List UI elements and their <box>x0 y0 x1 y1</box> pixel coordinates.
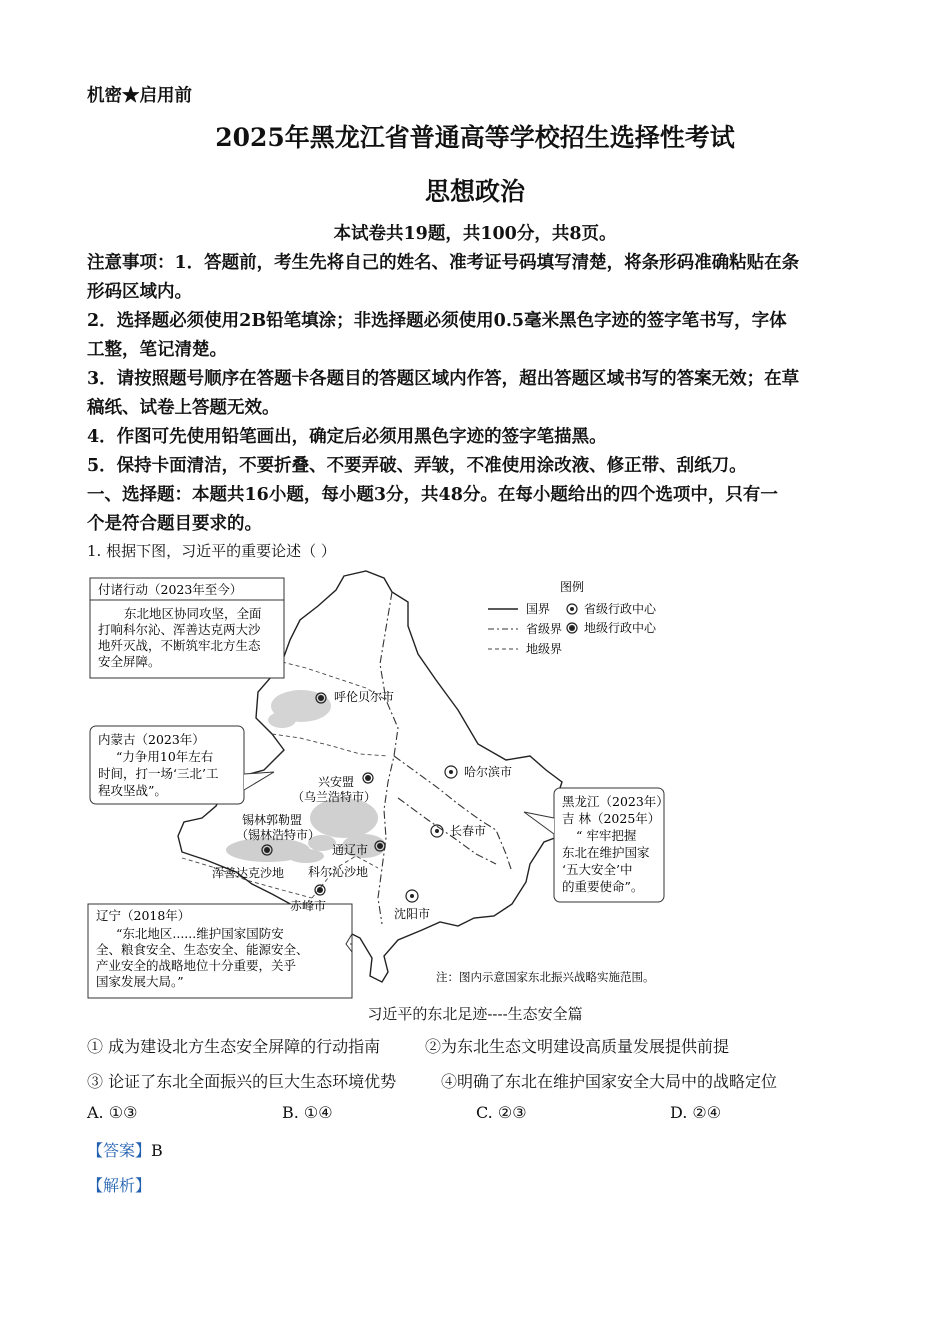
statement-1: ① 成为建设北方生态安全屏障的行动指南 <box>87 1037 381 1056</box>
note-1a: 注意事项：1．答题前，考生先将自己的姓名、准考证号码填写清楚，将条形码准确粘贴在条 <box>87 253 800 273</box>
question-stem: 1. 根据下图，习近平的重要论述（ ） <box>87 542 336 560</box>
answer-value: B <box>151 1141 163 1160</box>
box4-line5: 国家发展大局。” <box>96 974 184 989</box>
map-note: 注：图内示意国家东北振兴战略实施范围。 <box>436 970 655 984</box>
answer-line <box>87 1138 163 1161</box>
exam-title: 2025年黑龙江省普通高等学校招生选择性考试 <box>215 123 735 152</box>
box3-line5: ‘五大安全’中 <box>562 862 633 877</box>
prefecture-boundary-2 <box>272 734 388 756</box>
desert-label-hunshandake: 浑善达克沙地 <box>212 866 285 880</box>
legend-national: 国界 <box>526 602 551 616</box>
option-a: A. ①③ <box>87 1103 138 1122</box>
provincial-boundary <box>378 592 398 924</box>
city-label-xilinguole: 锡林郭勒盟 <box>242 813 303 827</box>
city-label-haerbin: 哈尔滨市 <box>464 765 513 779</box>
note-3a: 3．请按照题号顺序在答题卡各题目的答题区域内作答，超出答题区域书写的答案无效；在草 <box>87 369 800 389</box>
box1-line1: 东北地区协同攻坚，全面 <box>124 606 262 621</box>
note-1b: 形码区域内。 <box>87 282 192 302</box>
box3-line4: 东北在维护国家 <box>562 845 650 860</box>
city-label-hulunbeier: 呼伦贝尔市 <box>334 690 395 704</box>
box4-line3: 全、粮食安全、生态安全、能源安全、 <box>96 942 309 957</box>
legend-prefecture: 地级界 <box>526 642 563 656</box>
legend-provincial-center: 省级行政中心 <box>584 602 657 616</box>
note-3b: 稿纸、试卷上答题无效。 <box>87 398 280 418</box>
box1-line2: 打响科尔沁、浑善达克两大沙 <box>98 622 261 637</box>
city-label-chifeng: 赤峰市 <box>290 899 327 913</box>
legend-title: 图例 <box>560 580 585 594</box>
analysis-label: 【解析】 <box>87 1176 152 1195</box>
note-2b: 工整，笔记清楚。 <box>87 340 227 360</box>
box4-line1: 辽宁（2018年） <box>96 908 191 923</box>
note-2a: 2．选择题必须使用2B铅笔填涂；非选择题必须使用0.5毫米黑色字迹的签字笔书写，字体 <box>87 311 787 331</box>
statement-3: ③ 论证了东北全面振兴的巨大生态环境优势 <box>87 1072 397 1091</box>
box1-line4: 安全屏障。 <box>98 654 161 669</box>
secret-label: 机密★启用前 <box>87 86 192 106</box>
box2-line4: 程攻坚战”。 <box>98 783 167 798</box>
city-label-changchun: 长春市 <box>450 824 487 838</box>
statement-2: ②为东北生态文明建设高质量发展提供前提 <box>425 1037 730 1056</box>
box2-line3: 时间，打一场‘三北’工 <box>98 766 219 781</box>
northeast-map-figure <box>86 568 676 1000</box>
city-marker-haerbin <box>445 766 457 778</box>
box1-line3: 地歼灭战，不断筑牢北方生态 <box>98 638 261 653</box>
subject-title: 思想政治 <box>424 177 525 206</box>
section-heading-2: 个是符合题目要求的。 <box>87 514 262 534</box>
city-label-shenyang: 沈阳市 <box>394 907 431 921</box>
map-legend <box>488 579 657 656</box>
paper-info: 本试卷共19题，共100分，共8页。 <box>333 224 617 244</box>
option-d: D. ②④ <box>670 1103 722 1122</box>
box3-line3: “ 牢牢把握 <box>576 828 637 843</box>
option-c: C. ②③ <box>476 1103 527 1122</box>
box1-title: 付诸行动（2023年至今） <box>98 582 243 597</box>
city-label-xilinhaote: （锡林浩特市） <box>236 828 321 842</box>
city-label-wulanhaote: （乌兰浩特市） <box>292 790 377 804</box>
statement-4: ④明确了东北在维护国家安全大局中的战略定位 <box>441 1072 778 1091</box>
legend-provincial: 省级界 <box>526 622 563 636</box>
city-marker-shenyang <box>406 890 418 902</box>
option-b: B. ①④ <box>282 1103 333 1122</box>
box4-line2: “东北地区......维护国家国防安 <box>116 926 284 941</box>
city-label-tongliao: 通辽市 <box>332 843 369 857</box>
city-label-xinganmeng: 兴安盟 <box>318 775 355 789</box>
desert-label-keerqin: 科尔沁沙地 <box>308 865 369 879</box>
note-5: 5．保持卡面清洁，不要折叠、不要弄破、弄皱，不准使用涂改液、修正带、刮纸刀。 <box>87 456 747 476</box>
city-marker-xinganmeng <box>363 773 373 783</box>
box2-line1: 内蒙古（2023年） <box>98 732 205 747</box>
legend-prefecture-center: 地级行政中心 <box>584 621 657 635</box>
note-4: 4．作图可先使用铅笔画出，确定后必须用黑色字迹的签字笔描黑。 <box>87 427 607 447</box>
answer-label: 【答案】 <box>87 1141 152 1160</box>
figure-caption: 习近平的东北足迹----生态安全篇 <box>367 1005 583 1023</box>
city-marker-chifeng <box>315 885 325 895</box>
box3-line2: 吉 林（2025年） <box>562 811 661 826</box>
box3-line1: 黑龙江（2023年） <box>562 794 669 809</box>
box3-line6: 的重要使命”。 <box>562 879 644 894</box>
section-heading-1: 一、选择题：本题共16小题，每小题3分，共48分。在每小题给出的四个选项中，只有一 <box>87 485 778 505</box>
box2-line2: “力争用10年左右 <box>116 749 214 764</box>
box4-line4: 产业安全的战略地位十分重要，关乎 <box>96 958 297 973</box>
